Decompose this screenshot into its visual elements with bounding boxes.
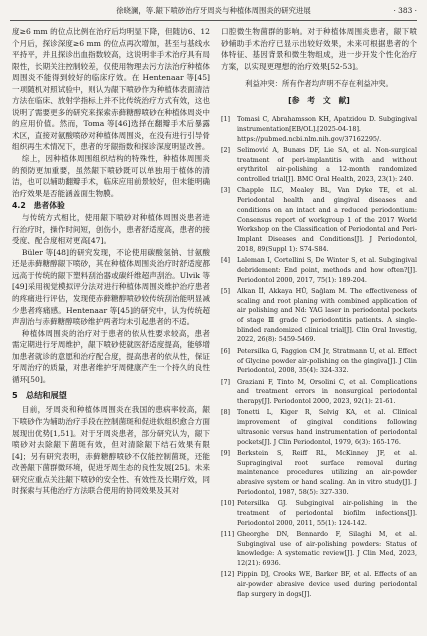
reference-text: Berkstein S, Reiff RL, McKinney JF, et al. Supragingival root surface removal during maintenance procedures utilizing an air-powder abrasive system or hand scaling. An in vitro study[J]. J Periodontol, 1987, 58(5): 327-330.: [237, 448, 417, 496]
conflict-of-interest-statement: 利益冲突：所有作者均声明不存在利益冲突。: [245, 79, 393, 89]
reference-text: Gheorghe DN, Bennardo F, Silaghi M, et al. Subgingival use of air-polishing powders: Status of knowledge: A systematic review[J]. J Clin Med, 2023, 12(21): 6936.: [237, 529, 417, 567]
reference-item: [221, 287, 417, 345]
reference-item: [221, 408, 417, 447]
reference-text: Alkan İİ, Akkaya HÜ, Sağlam M. The effectiveness of scaling and root planing with combined application of air polishing and Nd: YAG laser in periodontal pockets of stage Ⅲ grade C periodontitis patients. A single-blinded randomized clinical trial[J]. Clin Oral Investig, 2022, 26(8): 5459-5469.: [237, 286, 417, 344]
reference-number: [3]: [221, 186, 231, 195]
reference-number: [2]: [221, 145, 231, 154]
reference-number: [10]: [221, 499, 235, 508]
reference-item: [221, 115, 417, 144]
right-column: [221, 26, 417, 601]
reference-item: [221, 347, 417, 376]
reference-number: [5]: [221, 286, 231, 295]
reference-number: [7]: [221, 377, 231, 386]
body-paragraph: 与传统方式相比，使用龈下喷砂对种植体周围炎患者进行治疗时，操作时间短，创伤小，患者舒适度高，患者的接受度、配合度相对更高[47]。: [12, 213, 210, 246]
references-heading: [参 考 文 献]: [288, 96, 350, 106]
reference-number: [4]: [221, 256, 231, 265]
running-title: 徐晓澜，等.龈下喷砂治疗牙周炎与种植体周围炎的研究进展: [116, 6, 311, 15]
reference-text: Graziani F, Tinto M, Orsolini C, et al. Complications and treatment errors in nonsurgical periodontal therapy[J]. Periodontol 2000, 2023, 92(1): 21-61.: [237, 377, 417, 405]
page-number: · 383 ·: [393, 6, 417, 15]
reference-number: [8]: [221, 408, 231, 417]
body-paragraph: 目前，牙周炎和种植体周围炎在我国的患病率较高，龈下喷砂作为辅助治疗手段在控制菌斑和促进软组织愈合方面展现出优势[1,51]。对于牙周炎患者，部分研究认为，龈下喷砂对去除龈下菌斑有效，但对清除龈下结石效果有限[4]；另有研究表明，赤藓糖醇喷砂不仅能控制菌斑，还能改善龈下菌群微环境，促进牙周生态的良性发展[25]。未来研究应重点关注龈下喷砂的安全性、有效性及长期疗效，同时探索与其他治疗方法联合使用的协同效果及其对: [12, 405, 210, 496]
reference-text: Tonetti L, Kiger R, Selvig KA, et al. Clinical improvement of gingival conditions following ultrasonic versus hand instrumentation of periodontal pockets[J]. J Clin Periodontol, 1979, 6(3): 165-176.: [237, 408, 417, 446]
body-paragraph: 度≥6 mm 的位点比例在治疗后均明显下降，但随访6、12个月后，探诊深度≥6 mm 的位点再次增加，甚至与基线水平持平，并且探诊出血指数较高，这说明非手术治疗具有局限性，长期关注控制较差，仅使用物理去污方法治疗种植体周围炎不能得到较好的临床疗效。在 Hentenaar 等[45]一项随机对照试验中，则认为龈下喷砂作为种植体表面清洁方法在临床、放射学指标上并不比传统治疗方式有效，这也说明了需要更多的研究来探索赤藓糖醇喷砂在种植体周炎中的应用价值。然而，Toma 等[46]选择在翻瓣手术后暴露术区，直接对氨酸喷砂对种植体周围炎，在没有进行引导骨组织再生术情况下，患者的牙龈指数和探诊深度明显改善。: [12, 27, 210, 152]
reference-item: [221, 146, 417, 185]
running-header: [10, 4, 417, 21]
section-heading: 5 总结和展望: [12, 390, 67, 401]
left-column: [12, 26, 210, 497]
body-paragraph: 口腔微生物菌群的影响。对于种植体周围炎患者，龈下喷砂辅助手术治疗已显示出较好效果，未来可根据患者的个体特征、基因背景和微生物组成，进一步开发个性化治疗方案，以实现更理想的治疗效果[52-53]。: [221, 27, 417, 71]
reference-text: Petersilka GJ. Subgingival air-polishing in the treatment of periodontal biofilm infections[J]. Periodontol 2000, 2011, 55(1): 124-142.: [237, 499, 417, 527]
reference-item: [221, 499, 417, 528]
reference-number: [6]: [221, 346, 231, 355]
reference-text: Pippin DJ, Crooks WE, Barker BF, et al. Effects of an air-powder abrasive device used during periodontal flap surgery in dogs[J].: [237, 570, 417, 598]
reference-item: [221, 449, 417, 498]
reference-number: [11]: [221, 529, 235, 538]
body-paragraph: 种植体周围炎的治疗对于患者的依从性要求较高，患者需定期进行牙周维护，龈下喷砂使就医舒适度提高，能够增加患者就诊的意愿和治疗配合度，提高患者的依从性，保证牙周治疗的质量，对患者维护牙周健康产生一个持久的良性循环[50]。: [12, 328, 210, 384]
subsection-heading: 4.2 患者体验: [12, 201, 65, 211]
reference-item: [221, 570, 417, 599]
body-paragraph: Büler 等[48]的研究发现，不论使用碳酸氢钠、甘氨酸还是赤藓糖醇龈下喷砂，其在种植体周围炎治疗时舒适度都远高于传统的龈下塑料刮治器或碳纤维超声刮治。Ulvik 等[49]采用视觉模拟评分法对进行种植体周围炎维护治疗患者的疼痛进行评估，发现使赤藓糖醇喷砂较传统刮治能明显减少患者疼痛感。Hentenaar 等[45]的研究中，认为传统超声刮治与赤藓糖醇喷砂维护两者均未引起患者的不适。: [12, 247, 210, 327]
reference-number: [1]: [221, 115, 231, 124]
reference-number: [9]: [221, 448, 231, 457]
reference-item: [221, 378, 417, 407]
reference-text: Chapple ILC, Mealey BL, Van Dyke TE, et al. Periodontal health and gingival diseases and conditions on an intact and a reduced periodontium: Consensus report of workgroup 1 of the 2017 World Workshop on the Classification of Periodontal and Peri-Implant Diseases and Conditions[J]. J Periodontol, 2018, 89(Suppl 1): S74-S84.: [237, 186, 417, 253]
body-paragraph: 综上，因种植体周围组织结构的特殊性，种植体周围炎的预防更加重要，虽然龈下喷砂既可以单独用于植体的清洁，也可以辅助翻瓣手术，临床应用前景较好，但未能明确治疗效果是否能涵盖面生物膜。: [12, 154, 210, 198]
reference-item: [221, 256, 417, 285]
reference-list: [221, 115, 417, 599]
reference-text: Petersilka G, Faggion CM Jr, Stratmann U, et al. Effect of Glycine powder air-polishing on the gingiva[J]. J Clin Periodontol, 2008, 35(4): 324-332.: [237, 346, 417, 375]
reference-number: [12]: [221, 570, 235, 579]
reference-text: Selimović A, Bunæs DF, Lie SA, et al. Non-surgical treatment of peri-implantitis with and without erythritol air-polishing a 12-month randomized controlled trial[J]. BMC Oral Health, 2023, 23(1): 240.: [237, 145, 417, 184]
reference-text: Tomasi C, Abrahamsson KH, Apatzidou D. Subgingival instrumentation[EB/OL].[2025-04-18]. https://pubmed.ncbi.nlm.nih.gov/37162295/.: [237, 115, 417, 143]
reference-item: [221, 186, 417, 254]
reference-item: [221, 530, 417, 569]
reference-text: Laleman I, Cortellini S, De Winter S, et al. Subgingival debridement: End point, methods and how often?[J]. Periodontol 2000, 2017, 75(1): 189-204.: [237, 256, 417, 284]
